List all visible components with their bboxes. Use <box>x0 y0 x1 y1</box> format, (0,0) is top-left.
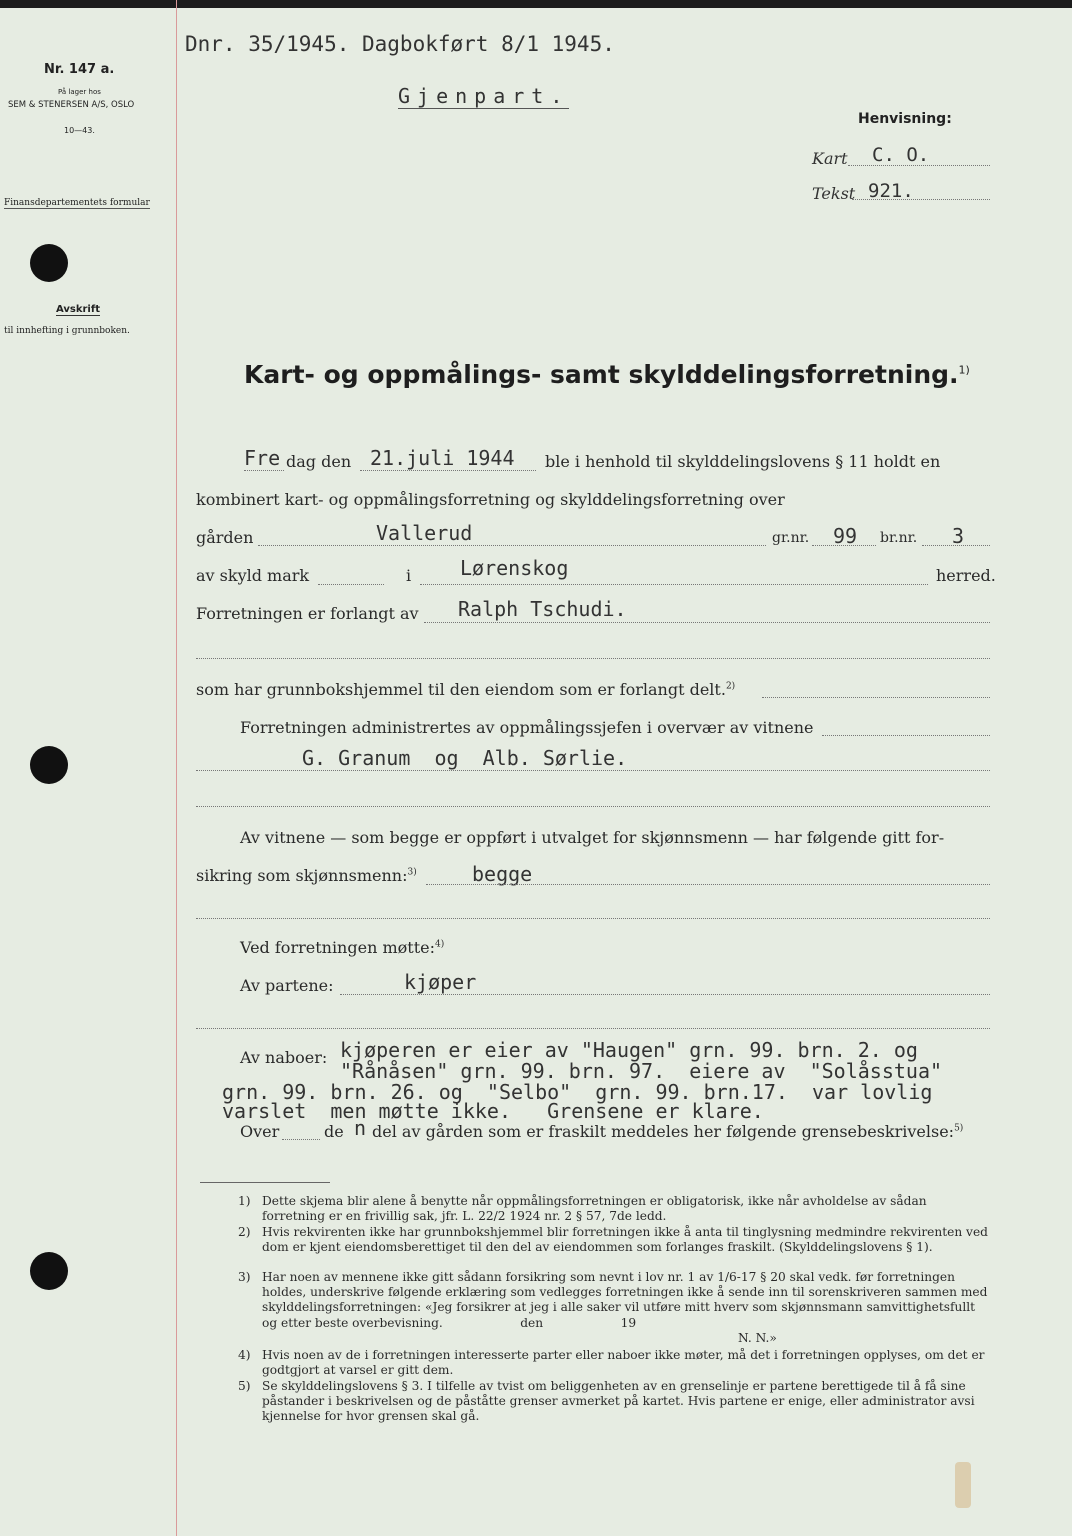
form-number: Nr. 147 a. <box>44 62 115 77</box>
footnote-1 <box>238 1194 990 1224</box>
administered-line: Forretningen administrertes av oppmålingssjefen i overvær av vitnene <box>240 718 814 737</box>
parties-value: kjøper <box>404 970 477 994</box>
footnote-1-text: Dette skjema blir alene å benytte når oppmålingsforretningen er obligatorisk, ikke når avholdelse av sådan forretning er en frivillig sak, jfr. L. 22/2 1924 nr. 2 § 57, 7de ledd. <box>262 1194 927 1224</box>
punch-hole-bottom <box>30 1252 68 1290</box>
title-deed-line <box>196 680 735 699</box>
brnr-label: br.nr. <box>880 530 918 546</box>
document-title <box>244 360 970 389</box>
print-date: 10—43. <box>64 126 95 135</box>
grnr-line <box>812 545 876 546</box>
neighbours-line2: "Rånåsen" grn. 99. brn. 97. eiere av "Solåsstua" <box>340 1059 943 1083</box>
line2: kombinert kart- og oppmålingsforretning og skylddelingsforretning over <box>196 490 785 509</box>
title-deed-text: som har grunnbokshjemmel til den eiendom som er forlangt delt. <box>196 680 726 699</box>
copy-label: Gjenpart. <box>398 84 570 108</box>
footnote-4-text: Hvis noen av de i forretningen interesserte parter eller naboer ikke møter, må det i forretningen opplyses, om det er godtgjort at varsel er gitt dem. <box>262 1348 985 1378</box>
map-label: Kart <box>812 149 848 168</box>
punch-hole-top <box>30 244 68 282</box>
skyld-label: av skyld mark <box>196 566 310 585</box>
assessors-value: begge <box>472 862 533 886</box>
footnote-3-text: Har noen av mennene ikke gitt sådann forsikring som nevnt i lov nr. 1 av 1/6-17 § 20 skal vedk. før forretningen holdes, underskrive følgende erklæring som vedlegges forretningen ikke å sende inn til sorenskriveren sammen med skylddelingsforretningen: «Jeg forsikrer at jeg i alle saker vil utføre mitt hverv som skjønnsmann samvittighetsfullt og etter beste overbevisning. den 19 <box>262 1270 992 1330</box>
map-value-line <box>848 165 990 166</box>
reference-label: Henvisning: <box>858 111 952 127</box>
date-line <box>360 470 536 471</box>
weekday-dag: dag den <box>286 452 352 471</box>
document-title-text: Kart- og oppmålings- samt skylddelingsforretning. <box>244 360 959 389</box>
footnote-4 <box>238 1348 990 1378</box>
over-label: Over <box>240 1122 280 1141</box>
map-value: C. O. <box>872 144 930 166</box>
margin-rule <box>176 0 177 1536</box>
witness-paragraph-footnote: 3) <box>407 867 417 878</box>
requested-by-value: Ralph Tschudi. <box>458 597 627 621</box>
assessors-line <box>426 884 990 885</box>
over-de: de <box>324 1122 344 1141</box>
avskrift-title: Avskrift <box>56 304 100 315</box>
text-value: 921. <box>868 180 914 202</box>
weekday-prefix: Fre <box>244 446 281 470</box>
form-owner: Finansdepartementets formular <box>4 198 150 208</box>
grnr-label: gr.nr. <box>772 530 810 546</box>
grnr-value: 99 <box>833 524 858 548</box>
requested-by-line <box>424 622 990 623</box>
title-deed-fill <box>762 697 990 698</box>
footnote-5-num: 5) <box>238 1379 251 1393</box>
diary-number: Dnr. 35/1945. Dagbokført 8/1 1945. <box>185 32 615 56</box>
witness-paragraph-line1: Av vitnene — som begge er oppført i utvalget for skjønnsmenn — har følgende gitt for- <box>240 828 945 847</box>
title-deed-footnote: 2) <box>725 681 736 692</box>
date-value: 21.juli 1944 <box>370 446 515 470</box>
witnesses-line <box>196 770 990 771</box>
farm-value: Vallerud <box>376 521 473 545</box>
footnote-signature-text: N. N.» <box>738 1331 777 1345</box>
footnote-2 <box>238 1225 990 1255</box>
witnesses-line2 <box>196 806 990 807</box>
footnote-5-text: Se skylddelingslovens § 3. I tilfelle av tvist om beliggenheten av en grenselinje er partene berettigede til å få sine påstander i beskrivelsen og de påståtte grenser avmerket på kartet. Hvis partene er enige, eller administrator avsi kjennelse for hvor grensen skal gå. <box>262 1379 975 1424</box>
scan-edge <box>0 0 1072 8</box>
farm-line <box>258 545 766 546</box>
text-label: Tekst <box>812 184 856 203</box>
over-rest <box>372 1122 963 1141</box>
punch-hole-middle <box>30 746 68 784</box>
district-label: herred. <box>936 566 996 585</box>
attended-footnote: 4) <box>434 939 445 950</box>
over-line <box>282 1139 320 1140</box>
footnote-2-num: 2) <box>238 1225 251 1239</box>
assessors-line2 <box>196 918 990 919</box>
footnote-2-text: Hvis rekvirenten ikke har grunnbokshjemmel blir forretningen ikke å anta til tinglysning medmindre rekvirenten ved dom er kjent eiendomsberettiget til den del av eiendommen som forlanges fraskilt. (Skylddelingslovens § 1). <box>262 1225 988 1255</box>
witnesses-value: G. Granum og Alb. Sørlie. <box>302 746 628 770</box>
district-value: Lørenskog <box>460 556 569 580</box>
document-title-footnote: 1) <box>958 363 970 377</box>
footnote-3-num: 3) <box>238 1270 251 1284</box>
footnote-4-num: 4) <box>238 1348 251 1362</box>
publisher-line1: På lager hos <box>58 88 101 96</box>
requested-by-line2 <box>196 658 990 659</box>
requested-by-label: Forretningen er forlangt av <box>196 604 419 623</box>
neighbours-line3: grn. 99. brn. 26. og "Selbo" grn. 99. brn.17. var lovlig <box>222 1080 933 1104</box>
over-rest-footnote: 5) <box>954 1123 964 1134</box>
line1-rest: ble i henhold til skylddelingslovens § 11 holdt en <box>545 452 941 471</box>
attended-text: Ved forretningen møtte: <box>240 938 435 957</box>
weekday-line <box>244 470 284 471</box>
neighbours-line1: kjøperen er eier av "Haugen" grn. 99. brn. 2. og <box>340 1038 918 1062</box>
brnr-value: 3 <box>952 524 965 548</box>
over-rest-text: del av gården som er fraskilt meddeles her følgende grensebeskrivelse: <box>372 1122 955 1141</box>
brnr-line <box>922 545 990 546</box>
parties-label: Av partene: <box>240 976 334 995</box>
skyld-line <box>318 584 384 585</box>
avskrift-subtitle: til innhefting i grunnboken. <box>4 326 130 336</box>
footnote-1-num: 1) <box>238 1194 251 1208</box>
over-n: n <box>354 1116 367 1140</box>
farm-label: gården <box>196 528 254 547</box>
parties-line2 <box>196 1028 990 1029</box>
attended-label <box>240 938 444 957</box>
neighbours-label: Av naboer: <box>240 1048 328 1067</box>
footnote-5 <box>238 1379 990 1425</box>
footnote-3 <box>238 1270 990 1331</box>
district-line <box>420 584 928 585</box>
witness-paragraph-text: sikring som skjønnsmenn: <box>196 866 408 885</box>
neighbours-line4: varslet men møtte ikke. Grensene er klare. <box>222 1099 764 1123</box>
publisher-line2: SEM & STENERSEN A/S, OSLO <box>8 100 135 110</box>
footnote-rule <box>200 1182 330 1183</box>
footnote-signature <box>738 1331 858 1346</box>
in-label: i <box>406 566 412 585</box>
administered-fill <box>822 735 990 736</box>
text-value-line <box>852 199 990 200</box>
witness-paragraph-line2 <box>196 866 417 885</box>
parties-line <box>340 994 990 995</box>
paper-stain <box>955 1462 971 1508</box>
